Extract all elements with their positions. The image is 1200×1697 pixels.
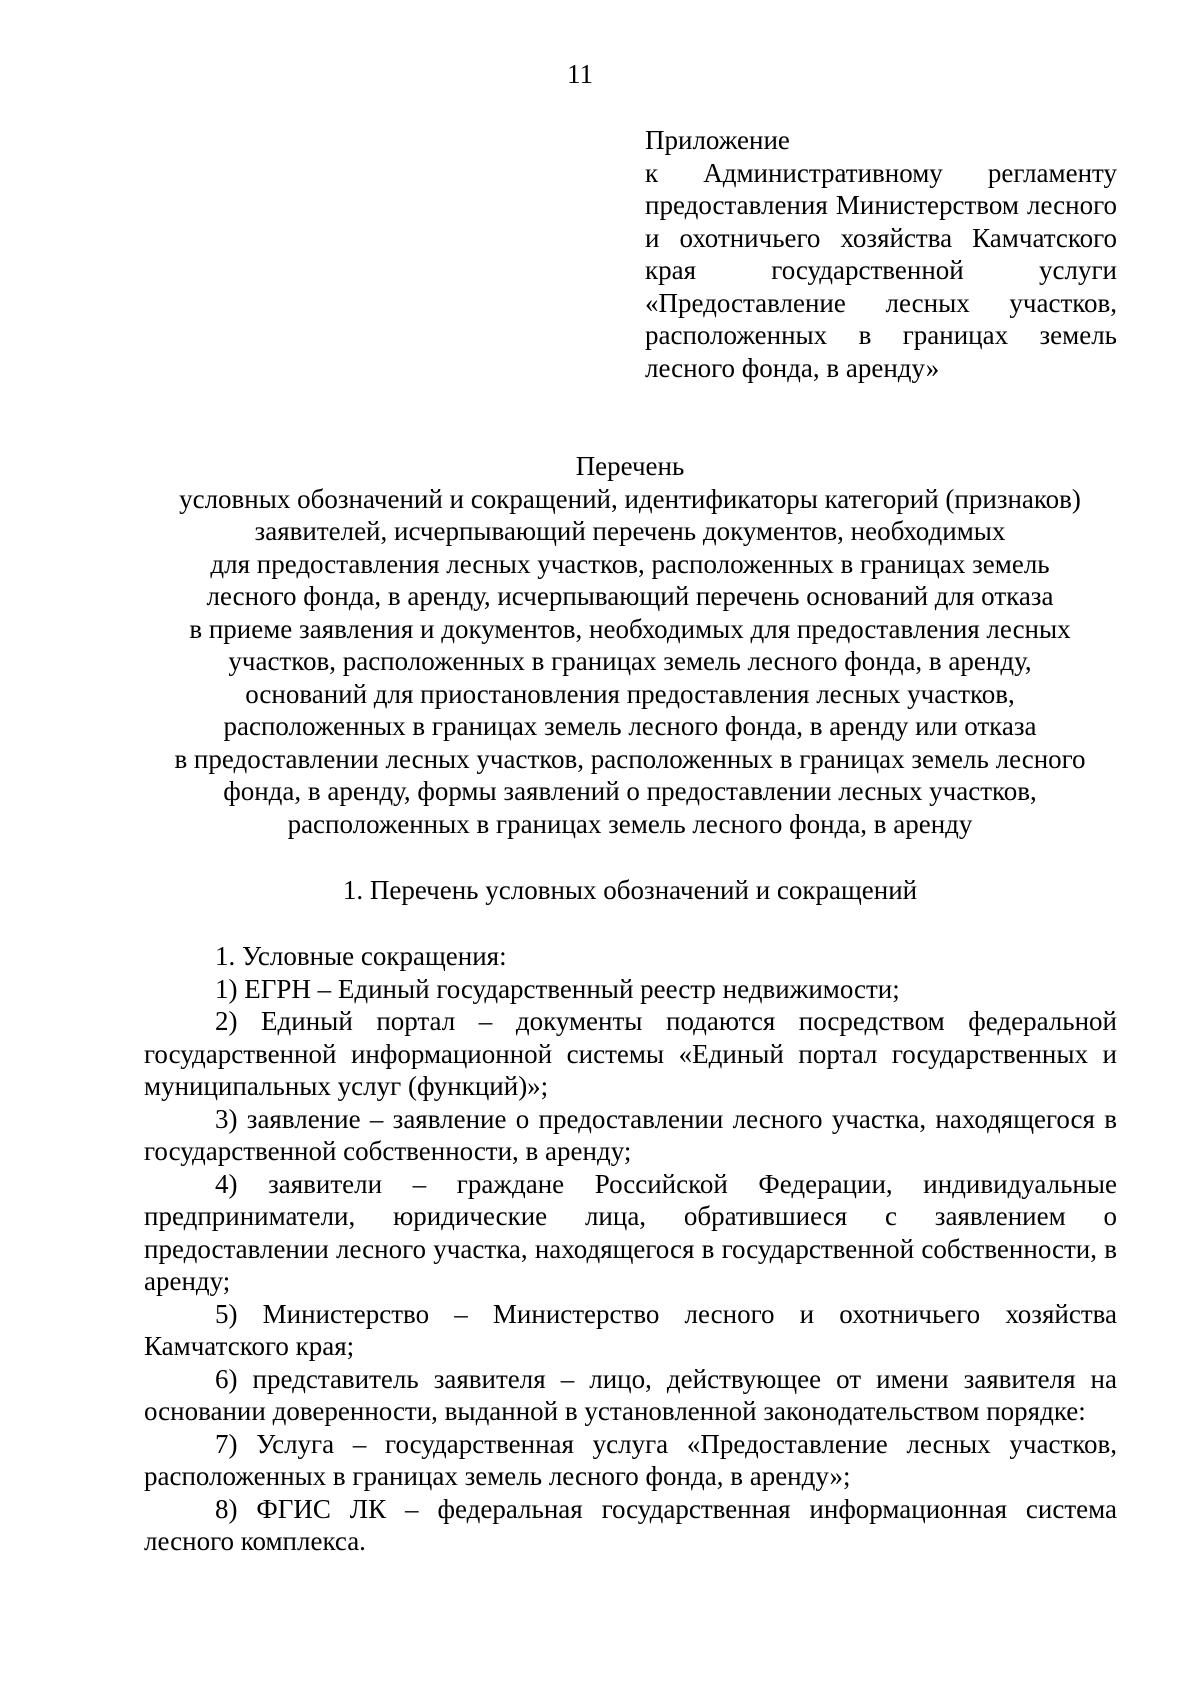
list-item: 3) заявление – заявление о предоставлении лесного участка, находящегося в государственной собственности, в аренду;: [144, 1103, 1117, 1166]
appendix-body: к Административному регламенту предоставления Министерством лесного и охотничьего хозяйства Камчатского края государственной услуги «Предоставление лесных участков, расположенных в границах земель лесного фонда, в аренду»: [645, 157, 1117, 383]
heading-line: в приеме заявления и документов, необходимых для предоставления лесных: [189, 613, 1071, 644]
heading-line: расположенных в границах земель лесного фонда, в аренду: [287, 808, 973, 839]
document-heading: [140, 450, 1120, 840]
section-title: 1. Перечень условных обозначений и сокращений: [342, 875, 918, 905]
list-intro: 1. Условные сокращения:: [215, 941, 507, 971]
list-item: 4) заявители – граждане Российской Федерации, индивидуальные предприниматели, юридические лица, обратившиеся с заявлением о предоставлении лесного участка, находящегося в государственной собственности, в аренду;: [144, 1168, 1117, 1296]
list-item: 5) Министерство – Министерство лесного и охотничьего хозяйства Камчатского края;: [144, 1298, 1117, 1361]
heading-title: Перечень: [575, 451, 685, 481]
abbreviations-list: [144, 940, 1117, 1558]
heading-line: заявителей, исчерпывающий перечень документов, необходимых: [254, 516, 1006, 546]
list-item: 8) ФГИС ЛК – федеральная государственная информационная система лесного комплекса.: [144, 1493, 1117, 1556]
list-item: 2) Единый портал – документы подаются посредством федеральной государственной информационной системы «Единый портал государственных и муниципальных услуг (функций)»;: [144, 1006, 1117, 1101]
heading-line: фонда, в аренду, формы заявлений о предоставлении лесных участков,: [223, 776, 1037, 806]
heading-line: условных обозначений и сокращений, идентификаторы категорий (признаков): [179, 483, 1081, 514]
heading-line: в предоставлении лесных участков, расположенных в границах земель лесного: [174, 743, 1086, 774]
heading-line: оснований для приостановления предоставления лесных участков,: [245, 678, 1015, 709]
heading-line: расположенных в границах земель лесного фонда, в аренду или отказа: [223, 711, 1037, 741]
list-item: 7) Услуга – государственная услуга «Предоставление лесных участков, расположенных в границах земель лесного фонда, в аренду»;: [144, 1428, 1117, 1491]
heading-line: лесного фонда, в аренду, исчерпывающий перечень оснований для отказа: [206, 581, 1054, 611]
appendix-block: [645, 124, 1117, 384]
list-item: 1) ЕГРН – Единый государственный реестр недвижимости;: [215, 973, 900, 1004]
list-item: 6) представитель заявителя – лицо, действующее от имени заявителя на основании доверенности, выданной в установленной законодательством порядке:: [144, 1363, 1117, 1426]
page-number: 11: [567, 59, 593, 89]
heading-line: участков, расположенных в границах земель лесного фонда, в аренду,: [228, 646, 1032, 676]
heading-line: для предоставления лесных участков, расположенных в границах земель: [210, 548, 1050, 579]
appendix-title: Приложение: [645, 125, 790, 155]
